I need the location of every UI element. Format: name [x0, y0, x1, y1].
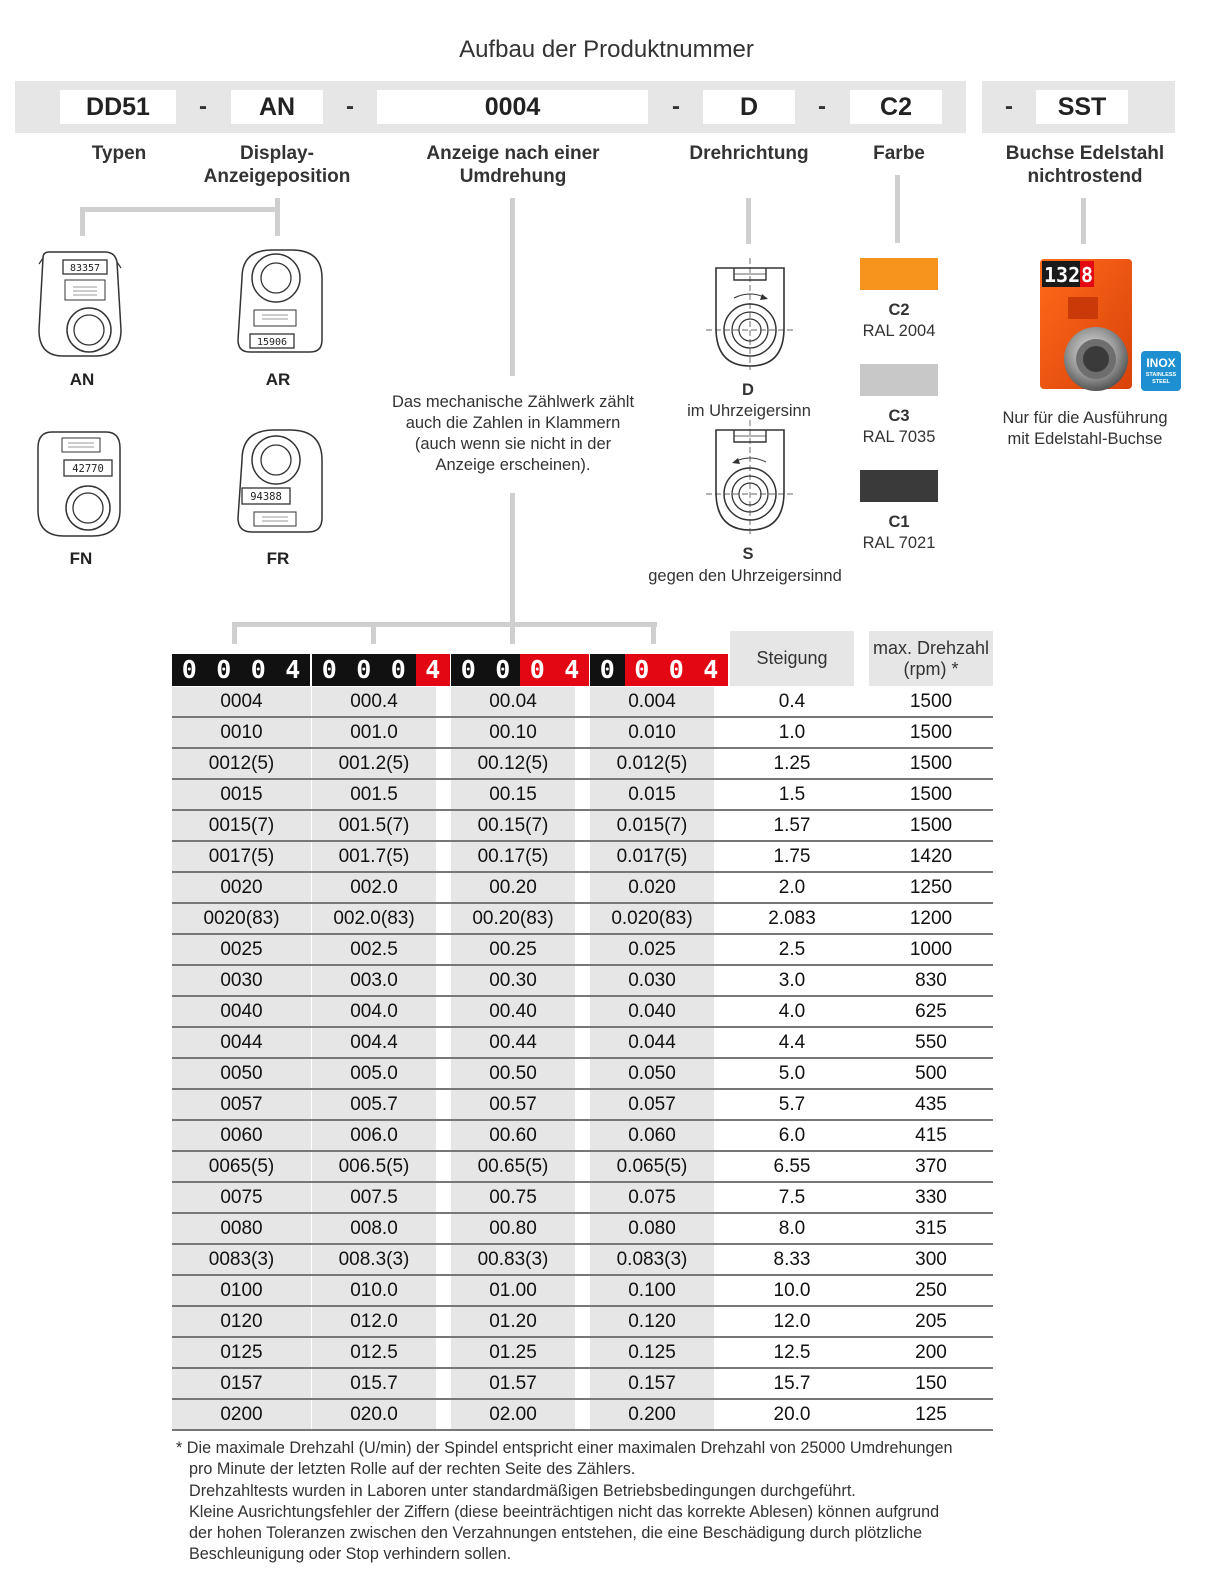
table-cell: 1000 [909, 939, 953, 960]
table-row [172, 873, 993, 904]
table-cell: 002.0 [312, 873, 436, 902]
table-cell: 00.15 [451, 780, 575, 809]
type-fn-counter: 42770 [72, 463, 104, 475]
table-cell: 0.075 [590, 1183, 714, 1212]
type-an-drawing [35, 250, 125, 360]
direction-d-drawing [700, 258, 800, 370]
table-cell: 0012(5) [172, 749, 311, 778]
table-row [172, 749, 993, 780]
code-direction: D [703, 90, 795, 124]
table-cell: 00.75 [451, 1183, 575, 1212]
label-buchse-line: nichtrostend [1027, 166, 1143, 187]
table-cell: 0.044 [590, 1028, 714, 1057]
table-cell: 00.44 [451, 1028, 575, 1057]
table-cell: 006.5(5) [312, 1152, 436, 1181]
counter-digit: 0 [486, 654, 521, 686]
code-color: C2 [850, 90, 942, 124]
inox-badge-sub: STEEL [1152, 378, 1170, 385]
table-cell: 0.157 [590, 1369, 714, 1398]
connector-line [651, 622, 656, 644]
table-cell: 0075 [172, 1183, 311, 1212]
counter-header [312, 654, 450, 686]
table-cell: 830 [915, 970, 947, 991]
connector-line [232, 622, 237, 644]
table-cell: 0.080 [590, 1214, 714, 1243]
counter-digit: 0 [659, 654, 694, 686]
table-cell: 6.55 [773, 1156, 811, 1177]
color-c2-ral: RAL 2004 [862, 322, 936, 340]
table-cell: 0.050 [590, 1059, 714, 1088]
table-row [172, 997, 993, 1028]
table-cell: 0020(83) [172, 904, 311, 933]
table-cell: 00.12(5) [451, 749, 575, 778]
table-cell: 0.015 [590, 780, 714, 809]
table-row [172, 935, 993, 966]
table-cell: 012.5 [312, 1338, 436, 1367]
table-cell: 0.025 [590, 935, 714, 964]
table-cell: 001.5 [312, 780, 436, 809]
table-cell: 0.040 [590, 997, 714, 1026]
table-cell: 0057 [172, 1090, 311, 1119]
table-cell: 0.125 [590, 1338, 714, 1367]
table-cell: 0.020 [590, 873, 714, 902]
code-dash: - [818, 93, 826, 120]
table-cell: 020.0 [312, 1400, 436, 1429]
label-anzeige-line: Umdrehung [459, 166, 567, 187]
table-cell: 0.4 [778, 691, 806, 712]
counter-digit: 0 [520, 654, 555, 686]
table-cell: 006.0 [312, 1121, 436, 1150]
table-cell: 415 [915, 1125, 947, 1146]
table-cell: 00.20(83) [451, 904, 575, 933]
table-cell: 8.0 [778, 1218, 806, 1239]
label-farbe: Farbe [873, 143, 925, 164]
table-cell: 8.33 [773, 1249, 811, 1270]
table-cell: 0004 [172, 687, 311, 716]
table-cell: 015.7 [312, 1369, 436, 1398]
table-cell: 00.83(3) [451, 1245, 575, 1274]
table-cell: 2.083 [768, 908, 816, 929]
counter-note-line: auch die Zahlen in Klammern [405, 414, 621, 432]
table-cell: 0020 [172, 873, 311, 902]
table-cell: 00.25 [451, 935, 575, 964]
table-cell: 02.00 [451, 1400, 575, 1429]
table-cell: 0.100 [590, 1276, 714, 1305]
table-cell: 0044 [172, 1028, 311, 1057]
table-cell: 205 [915, 1311, 947, 1332]
table-cell: 0065(5) [172, 1152, 311, 1181]
table-cell: 625 [915, 1001, 947, 1022]
counter-note-line: Anzeige erscheinen). [435, 456, 591, 474]
label-anzeige [393, 142, 633, 188]
table-cell: 0.020(83) [590, 904, 714, 933]
table-cell: 0025 [172, 935, 311, 964]
footnote [176, 1438, 1006, 1566]
counter-digit: 0 [451, 654, 486, 686]
counter-digit: 0 [590, 654, 625, 686]
direction-d-code: D [742, 381, 754, 399]
table-cell: 0.010 [590, 718, 714, 747]
table-cell: 001.7(5) [312, 842, 436, 871]
counter-digit: 0 [312, 654, 347, 686]
connector-line [275, 198, 280, 236]
table-cell: 200 [915, 1342, 947, 1363]
table-cell: 00.65(5) [451, 1152, 575, 1181]
table-cell: 003.0 [312, 966, 436, 995]
table-cell: 01.00 [451, 1276, 575, 1305]
table-row [172, 1183, 993, 1214]
table-cell: 0125 [172, 1338, 311, 1367]
table-cell: 15.7 [773, 1373, 811, 1394]
table-cell: 00.30 [451, 966, 575, 995]
label-display [187, 142, 367, 188]
table-cell: 1250 [909, 877, 953, 898]
table-cell: 00.50 [451, 1059, 575, 1088]
table-cell: 2.5 [778, 939, 806, 960]
type-fr-label: FR [266, 549, 290, 568]
table-cell: 001.2(5) [312, 749, 436, 778]
bushing-photo-counter: 132 [1044, 263, 1081, 287]
connector-line [371, 622, 376, 644]
table-cell: 0030 [172, 966, 311, 995]
connector-line [895, 175, 900, 243]
table-cell: 12.5 [773, 1342, 811, 1363]
table-cell: 0.057 [590, 1090, 714, 1119]
connector-line [1081, 198, 1086, 244]
inox-badge-title: INOX [1146, 356, 1176, 370]
table-cell: 004.0 [312, 997, 436, 1026]
bushing-note-line: mit Edelstahl-Buchse [1007, 430, 1163, 448]
table-cell: 00.57 [451, 1090, 575, 1119]
table-row [172, 1276, 993, 1307]
table-cell: 1500 [909, 784, 953, 805]
type-an-counter: 83357 [69, 263, 101, 274]
code-dash: - [346, 93, 354, 120]
table-cell: 1.25 [773, 753, 811, 774]
counter-digit: 4 [694, 654, 729, 686]
connector-line [510, 198, 515, 376]
label-display-line: Anzeigeposition [203, 166, 351, 187]
code-type: DD51 [60, 90, 176, 124]
drehzahl-header-line: max. Drehzahl [872, 637, 990, 658]
table-cell: 00.80 [451, 1214, 575, 1243]
color-c1-ral: RAL 7021 [862, 534, 936, 552]
type-ar-label: AR [265, 370, 291, 389]
table-cell: 300 [915, 1249, 947, 1270]
code-display: AN [231, 90, 323, 124]
table-cell: 0200 [172, 1400, 311, 1429]
table-cell: 0.015(7) [590, 811, 714, 840]
table-cell: 00.17(5) [451, 842, 575, 871]
table-cell: 1500 [909, 753, 953, 774]
color-swatch-c3 [860, 364, 938, 396]
table-cell: 315 [915, 1218, 947, 1239]
inox-badge-sub: STAINLESS [1145, 372, 1177, 378]
table-cell: 0.065(5) [590, 1152, 714, 1181]
direction-d-text: im Uhrzeigersinn [687, 402, 811, 420]
table-cell: 5.7 [778, 1094, 806, 1115]
table-cell: 1500 [909, 815, 953, 836]
color-c3-ral: RAL 7035 [862, 428, 936, 446]
table-cell: 0.004 [590, 687, 714, 716]
footnote-line: Beschleunigung oder Stop verhindern sollen. [189, 1545, 512, 1564]
type-fr-drawing [232, 428, 327, 540]
table-cell: 0010 [172, 718, 311, 747]
table-cell: 005.7 [312, 1090, 436, 1119]
table-cell: 20.0 [773, 1404, 811, 1425]
table-cell: 005.0 [312, 1059, 436, 1088]
table-cell: 0.060 [590, 1121, 714, 1150]
table-row [172, 966, 993, 997]
table-cell: 500 [915, 1063, 947, 1084]
table-cell: 1500 [909, 691, 953, 712]
table-cell: 00.04 [451, 687, 575, 716]
direction-s-code: S [742, 545, 754, 563]
table-cell: 0080 [172, 1214, 311, 1243]
table-row [172, 780, 993, 811]
table-cell: 000.4 [312, 687, 436, 716]
table-row [172, 842, 993, 873]
table-cell: 550 [915, 1032, 947, 1053]
counter-digit: 0 [347, 654, 382, 686]
type-fr-counter: 94388 [250, 491, 282, 503]
label-typen: Typen [91, 143, 147, 164]
connector-line [746, 198, 751, 244]
table-cell: 1420 [909, 846, 953, 867]
connector-line [80, 207, 85, 236]
code-dash: - [1005, 93, 1013, 120]
code-bushing: SST [1036, 90, 1128, 124]
table-cell: 0060 [172, 1121, 311, 1150]
direction-s-drawing [700, 420, 800, 536]
table-cell: 0157 [172, 1369, 311, 1398]
table-cell: 1.57 [773, 815, 811, 836]
table-row [172, 1307, 993, 1338]
footnote-line: Kleine Ausrichtungsfehler der Ziffern (diese beeinträchtigen nicht das korrekte Ablesen) können aufgrund [189, 1502, 940, 1521]
counter-digit: 0 [625, 654, 660, 686]
connector-line [510, 622, 515, 644]
table-cell: 7.5 [778, 1187, 806, 1208]
table-cell: 12.0 [773, 1311, 811, 1332]
table-row [172, 1214, 993, 1245]
type-ar-counter: 15906 [256, 337, 288, 348]
direction-s-text: gegen den Uhrzeigersinnd [648, 567, 842, 585]
table-cell: 0.200 [590, 1400, 714, 1429]
table-row [172, 1338, 993, 1369]
label-drehrichtung: Drehrichtung [689, 143, 809, 164]
table-cell: 370 [915, 1156, 947, 1177]
counter-digit: 0 [207, 654, 242, 686]
footnote-line: pro Minute der letzten Rolle auf der rechten Seite des Zählers. [189, 1460, 636, 1479]
counter-digit: 0 [172, 654, 207, 686]
table-cell: 4.4 [778, 1032, 806, 1053]
connector-line [510, 493, 515, 623]
table-row [172, 1059, 993, 1090]
table-cell: 150 [915, 1373, 947, 1394]
table-cell: 01.25 [451, 1338, 575, 1367]
table-cell: 3.0 [778, 970, 806, 991]
table-cell: 0.012(5) [590, 749, 714, 778]
table-cell: 1.0 [778, 722, 806, 743]
table-cell: 1.5 [778, 784, 806, 805]
table-cell: 010.0 [312, 1276, 436, 1305]
table-cell: 0.017(5) [590, 842, 714, 871]
label-display-line: Display- [240, 143, 314, 164]
table-cell: 0.120 [590, 1307, 714, 1336]
counter-note-line: Das mechanische Zählwerk zählt [391, 393, 635, 411]
table-row [172, 1152, 993, 1183]
type-fn-label: FN [69, 549, 93, 568]
steigung-header: Steigung [730, 631, 854, 686]
table-cell: 00.60 [451, 1121, 575, 1150]
table-row [172, 1245, 993, 1276]
inox-badge [1141, 351, 1181, 391]
counter-digit: 4 [276, 654, 311, 686]
table-cell: 00.20 [451, 873, 575, 902]
connector-line [232, 622, 657, 627]
footnote-line: Drehzahltests wurden in Laboren unter standardmäßigen Betriebsbedingungen durchgeführt. [189, 1481, 856, 1500]
table-cell: 4.0 [778, 1001, 806, 1022]
table-cell: 0040 [172, 997, 311, 1026]
table-cell: 002.5 [312, 935, 436, 964]
table-cell: 0015 [172, 780, 311, 809]
table-cell: 250 [915, 1280, 947, 1301]
table-cell: 00.10 [451, 718, 575, 747]
label-anzeige-line: Anzeige nach einer [426, 143, 600, 164]
table-cell: 0120 [172, 1307, 311, 1336]
drehzahl-header-line: (rpm) * [903, 658, 959, 679]
counter-header [451, 654, 589, 686]
table-cell: 10.0 [773, 1280, 811, 1301]
table-row [172, 904, 993, 935]
color-c2-code: C2 [888, 301, 910, 319]
page-title: Aufbau der Produktnummer [459, 36, 754, 63]
color-swatch-c1 [860, 470, 938, 502]
table-cell: 004.4 [312, 1028, 436, 1057]
table-cell: 008.0 [312, 1214, 436, 1243]
footnote-line: der hohen Toleranzen zwischen den Verzahnungen entstehen, die eine Beschädigung durch plötzliche [189, 1524, 923, 1543]
label-buchse-line: Buchse Edelstahl [1005, 143, 1165, 164]
table-cell: 012.0 [312, 1307, 436, 1336]
table-row [172, 1028, 993, 1059]
table-cell: 1.75 [773, 846, 811, 867]
table-cell: 001.0 [312, 718, 436, 747]
table-row [172, 1400, 993, 1431]
code-dash: - [672, 93, 680, 120]
table-cell: 001.5(7) [312, 811, 436, 840]
table-cell: 01.20 [451, 1307, 575, 1336]
counter-digit: 4 [555, 654, 590, 686]
table-row [172, 1090, 993, 1121]
color-c1-code: C1 [888, 513, 910, 531]
table-cell: 1500 [909, 722, 953, 743]
table-cell: 330 [915, 1187, 947, 1208]
table-cell: 1200 [909, 908, 953, 929]
table-cell: 00.40 [451, 997, 575, 1026]
connector-line [80, 207, 280, 212]
label-buchse [990, 142, 1180, 188]
counter-digit: 0 [241, 654, 276, 686]
table-row [172, 1121, 993, 1152]
table-cell: 0083(3) [172, 1245, 311, 1274]
table-cell: 0.083(3) [590, 1245, 714, 1274]
counter-header [172, 654, 310, 686]
table-cell: 5.0 [778, 1063, 806, 1084]
counter-digit: 4 [416, 654, 451, 686]
counter-header [590, 654, 728, 686]
code-dash: - [199, 93, 207, 120]
table-row [172, 1369, 993, 1400]
table-row [172, 811, 993, 842]
table-cell: 0015(7) [172, 811, 311, 840]
table-cell: 125 [915, 1404, 947, 1425]
table-cell: 0100 [172, 1276, 311, 1305]
bushing-note-line: Nur für die Ausführung [1002, 409, 1168, 427]
code-revolution: 0004 [377, 90, 648, 124]
bushing-photo-red-digit: 8 [1081, 263, 1094, 287]
color-swatch-c2 [860, 258, 938, 290]
table-cell: 007.5 [312, 1183, 436, 1212]
bushing-note [985, 408, 1185, 450]
table-row [172, 687, 993, 718]
table-cell: 008.3(3) [312, 1245, 436, 1274]
table-cell: 00.15(7) [451, 811, 575, 840]
table-cell: 0050 [172, 1059, 311, 1088]
type-an-label: AN [69, 370, 95, 389]
type-ar-drawing [232, 248, 327, 358]
table-cell: 0017(5) [172, 842, 311, 871]
color-c3-code: C3 [888, 407, 910, 425]
table-cell: 435 [915, 1094, 947, 1115]
drehzahl-header [869, 631, 993, 686]
type-fn-drawing [32, 428, 127, 540]
counter-digit: 0 [381, 654, 416, 686]
counter-note [378, 392, 648, 476]
table-cell: 01.57 [451, 1369, 575, 1398]
table-cell: 2.0 [778, 877, 806, 898]
footnote-line: * Die maximale Drehzahl (U/min) der Spindel entspricht einer maximalen Drehzahl von 25000 Umdrehungen [176, 1439, 953, 1457]
table-cell: 0.030 [590, 966, 714, 995]
table-cell: 6.0 [778, 1125, 806, 1146]
table-row [172, 718, 993, 749]
table-cell: 002.0(83) [312, 904, 436, 933]
counter-note-line: (auch wenn sie nicht in der [414, 435, 612, 453]
